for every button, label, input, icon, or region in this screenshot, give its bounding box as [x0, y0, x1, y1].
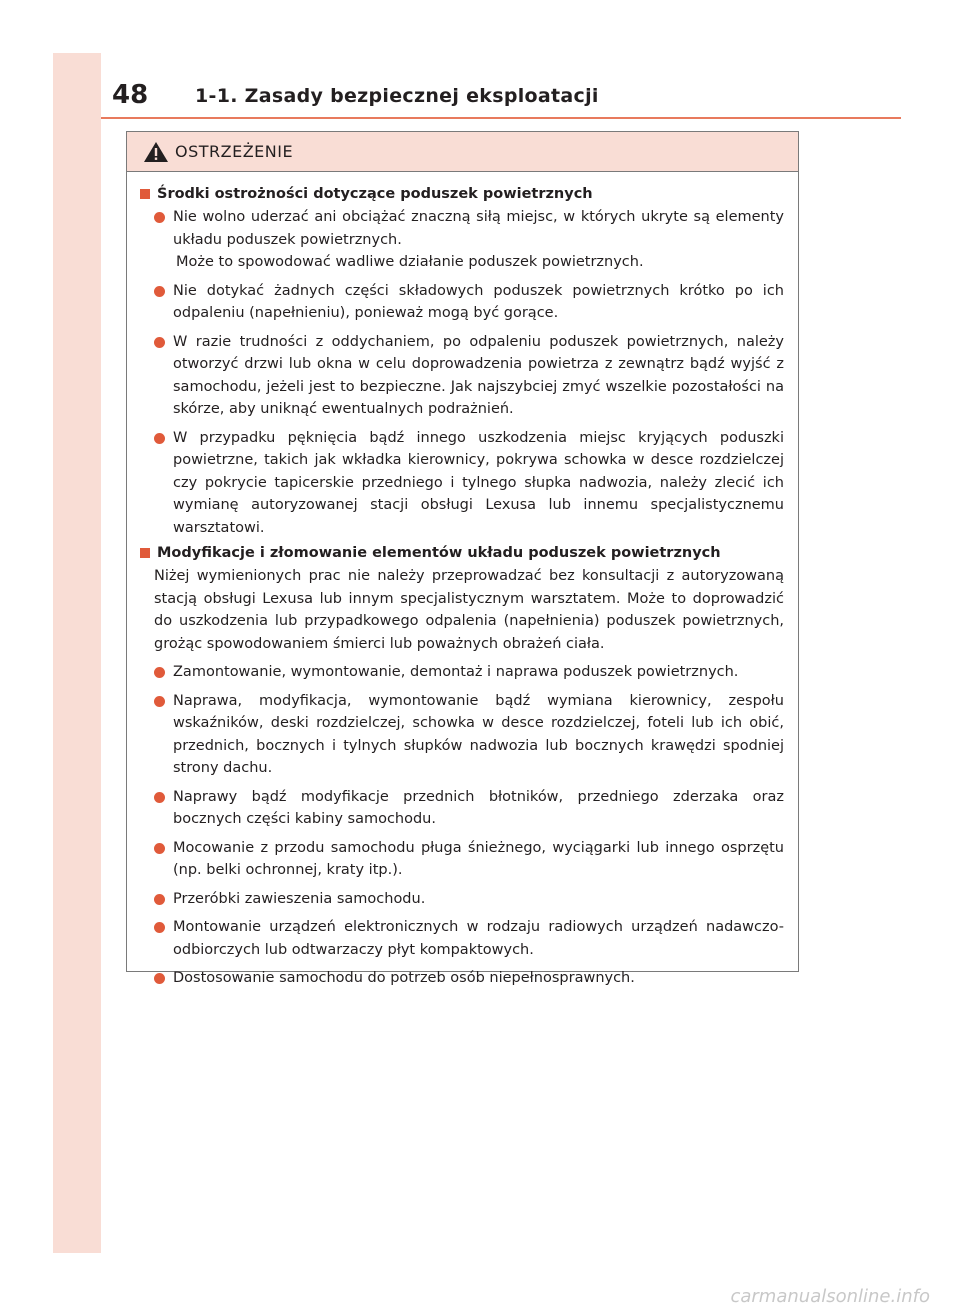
list-item-note: Może to spowodować wadliwe działanie poduszek powietrznych. — [176, 254, 644, 270]
list-item — [140, 967, 784, 990]
list-item-text: Zamontowanie, wymontowanie, demontaż i naprawa poduszek powietrznych. — [173, 664, 739, 680]
list-item — [140, 916, 784, 961]
round-bullet-icon — [154, 696, 165, 707]
header-divider — [101, 117, 901, 119]
warning-triangle-icon — [143, 141, 169, 163]
footer-watermark: carmanualsonline.info — [730, 1286, 930, 1307]
section-title: Środki ostrożności dotyczące poduszek powietrznych — [157, 186, 593, 202]
round-bullet-icon — [154, 792, 165, 803]
list-item-text: Przeróbki zawieszenia samochodu. — [173, 890, 426, 907]
list-item — [140, 427, 784, 540]
warning-box — [126, 131, 799, 986]
section-title: Modyfikacje i złomowanie elementów układu poduszek powietrznych — [157, 545, 721, 561]
list-item — [140, 786, 784, 831]
round-bullet-icon — [154, 843, 165, 854]
list-item-text: W przypadku pęknięcia bądź innego uszkodzenia miejsc kryjących poduszki powietrzne, takich jak wkładka kierownicy, pokrywa schowka w desce rozdzielczej czy pokrycie tapicerskie przedniego i tylnego słupka nadwozia, należy zlecić ich wymianę autoryzowanej stacji obsługi Lexusa lub innemu specjalistycznemu warsztatowi. — [173, 429, 784, 536]
list-item — [140, 331, 784, 421]
round-bullet-icon — [154, 973, 165, 984]
list-item — [140, 888, 784, 911]
list-item-text: W razie trudności z oddychaniem, po odpaleniu poduszek powietrznych, należy otworzyć drzwi lub okna w celu doprowadzenia powietrza z zewnątrz bądź wyjść z samochodu, jeżeli jest to bezpieczne. Jak najszybciej zmyć wszelkie pozostałości na skórze, aby uniknąć ewentualnych podrażnień. — [173, 333, 784, 417]
side-tab-strip — [53, 53, 101, 1253]
list-item — [140, 280, 784, 325]
section-heading — [140, 545, 784, 561]
round-bullet-icon — [154, 894, 165, 905]
square-bullet-icon — [140, 548, 150, 558]
round-bullet-icon — [154, 286, 165, 297]
list-item-text: Naprawy bądź modyfikacje przednich błotników, przedniego zderzaka oraz bocznych części kabiny samochodu. — [173, 788, 784, 827]
list-item-text: Naprawa, modyfikacja, wymontowanie bądź wymiana kierownicy, zespołu wskaźników, deski rozdzielczej, schowka w desce rozdzielczej, foteli lub ich obić, przednich, bocznych i tylnych słupków nadwozia lub bocznych krawędzi spodniej strony dachu. — [173, 692, 784, 776]
square-bullet-icon — [140, 189, 150, 199]
list-item-text: Nie dotykać żadnych części składowych poduszek powietrznych krótko po ich odpaleniu (napełnieniu), ponieważ mogą być gorące. — [173, 282, 784, 321]
round-bullet-icon — [154, 667, 165, 678]
round-bullet-icon — [154, 337, 165, 348]
list-item-text: Nie wolno uderzać ani obciążać znaczną siłą miejsc, w których ukryte są elementy układu poduszek powietrznych. — [173, 209, 784, 248]
list-item-text: Dostosowanie samochodu do potrzeb osób niepełnosprawnych. — [173, 970, 635, 986]
section-heading — [140, 186, 784, 202]
round-bullet-icon — [154, 922, 165, 933]
warning-label: OSTRZEŻENIE — [175, 142, 294, 161]
chapter-title: 1-1. Zasady bezpiecznej eksploatacji — [195, 85, 599, 107]
warning-header — [127, 132, 798, 172]
section-intro: Niżej wymienionych prac nie należy przeprowadzać bez konsultacji z autoryzowaną stacją obsługi Lexusa lub innym specjalistycznym warsztatem. Może to doprowadzić do uszkodzenia lub przypadkowego odpalenia (napełnienia) poduszek powietrznych, grożąc spowodowaniem śmierci lub poważnych obrażeń ciała. — [154, 568, 784, 652]
list-item — [140, 690, 784, 780]
round-bullet-icon — [154, 212, 165, 223]
list-item — [140, 837, 784, 882]
list-item-text: Mocowanie z przodu samochodu pługa śnieżnego, wyciągarki lub innego osprzętu (np. belki ochronnej, kraty itp.). — [173, 839, 784, 878]
list-item-text: Montowanie urządzeń elektronicznych w rodzaju radiowych urządzeń nadawczo-odbiorczych lub odtwarzaczy płyt kompaktowych. — [173, 919, 784, 958]
page-number: 48 — [112, 80, 149, 110]
warning-body — [127, 172, 798, 990]
round-bullet-icon — [154, 433, 165, 444]
list-item — [140, 206, 784, 274]
list-item — [140, 661, 784, 684]
